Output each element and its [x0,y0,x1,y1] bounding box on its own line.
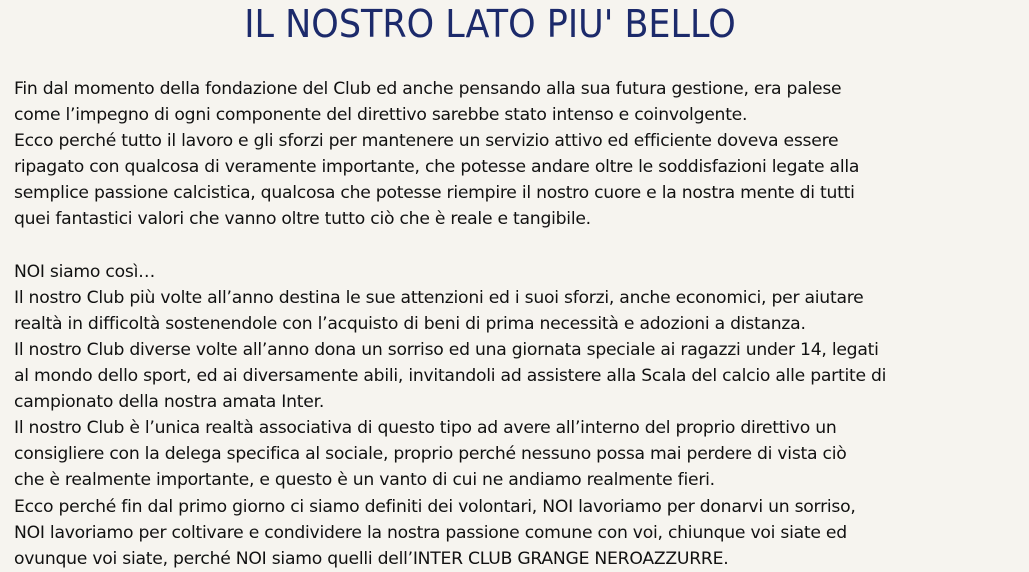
text-line: Fin dal momento della fondazione del Club ed anche pensando alla sua futura gestione, era palese [14,79,842,99]
text-line: Il nostro Club è l’unica realtà associativa di questo tipo ad avere all’interno del proprio direttivo un [14,418,837,439]
text-line: consigliere con la delega specifica al sociale, proprio perché nessuno possa mai perdere di vista ciò [14,444,847,465]
text-line: Il nostro Club diverse volte all’anno dona un sorriso ed una giornata speciale ai ragazzi under 14, legati [14,339,879,360]
text-line: Ecco perché tutto il lavoro e gli sforzi per mantenere un servizio attivo ed efficiente doveva essere [14,131,839,152]
text-line: quei fantastici valori che vanno oltre tutto ciò che è reale e tangibile. [14,209,591,230]
text-line: realtà in difficoltà sostenendole con l’acquisto di beni di prima necessità e adozioni a distanza. [14,313,806,334]
text-line: Ecco perché fin dal primo giorno ci siamo definiti dei volontari, NOI lavoriamo per donarvi un sorriso, [14,496,856,517]
text-line: campionato della nostra amata Inter. [14,392,325,413]
text-line: che è realmente importante, e questo è un vanto di cui ne andiamo realmente fieri. [14,470,715,491]
text-line: Il nostro Club più volte all’anno destina le sue attenzioni ed i suoi sforzi, anche economici, per aiutare [14,287,864,308]
text-line: ripagato con qualcosa di veramente importante, che potesse andare oltre le soddisfazioni legate alla [14,157,860,178]
article-body [14,76,1014,572]
page-title: IL NOSTRO LATO PIU' BELLO [244,2,736,46]
text-line: ovunque voi siate, perché NOI siamo quelli dell’INTER CLUB GRANGE NEROAZZURRE. [14,548,729,569]
intro-paragraph [14,76,1014,233]
text-line: semplice passione calcistica, qualcosa che potesse riempire il nostro cuore e la nostra mente di tutti [14,183,855,204]
values-paragraph [14,259,1014,572]
text-line: come l’impegno di ogni componente del direttivo sarebbe stato intenso e coinvolgente. [14,105,748,126]
paragraph-spacer [14,233,1014,259]
text-line: NOI lavoriamo per coltivare e condividere la nostra passione comune con voi, chiunque voi siate ed [14,522,847,543]
text-line: al mondo dello sport, ed ai diversamente abili, invitandoli ad assistere alla Scala del calcio alle partite di [14,366,887,387]
text-line: NOI siamo così… [14,261,156,282]
